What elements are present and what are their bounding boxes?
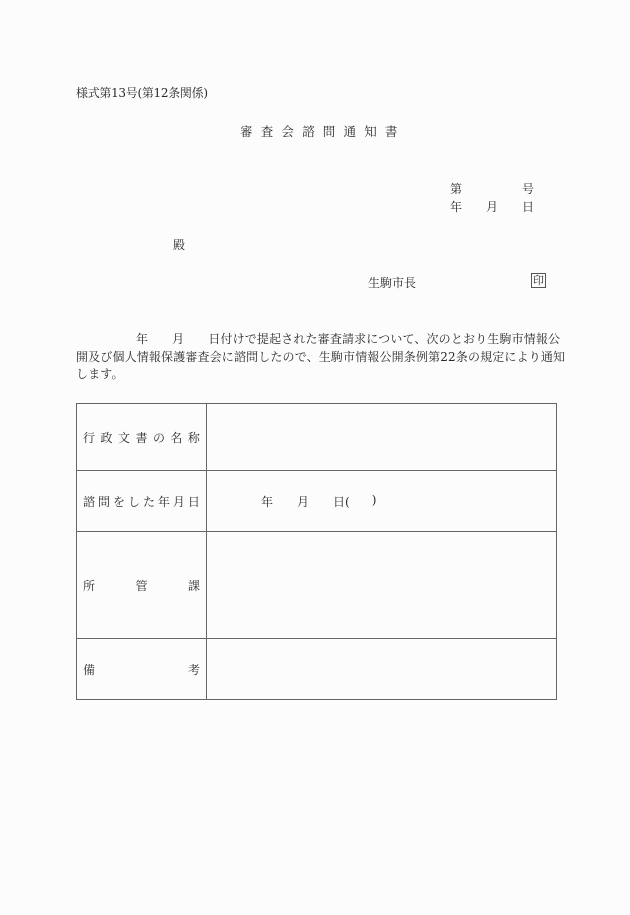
label-char: 名: [170, 430, 183, 445]
body-year: 年: [136, 332, 149, 346]
addressee-suffix: 殿: [173, 238, 186, 252]
body-line-2: 開及び個人情報保護審査会に諮問したので、生駒市情報公開条例第22条の規定により通知: [76, 349, 566, 364]
label-char: 文: [117, 430, 130, 445]
value-document-name[interactable]: [207, 404, 557, 471]
label-remarks: [77, 639, 207, 700]
document-title: 審査会諮問通知書: [240, 124, 406, 139]
issue-date-month: 月: [486, 200, 499, 214]
label-char: 称: [187, 430, 200, 445]
inquiry-date-year: 年: [261, 494, 274, 509]
label-char: 備: [83, 662, 96, 677]
label-char: 諮: [83, 494, 96, 509]
inquiry-date-month: 月: [297, 494, 310, 509]
seal-mark: 印: [533, 274, 544, 287]
label-document-name: [77, 404, 207, 471]
inquiry-details-table: [76, 403, 557, 700]
body-line-1-text: 日付けで提起された審査請求について、次のとおり生駒市情報公: [208, 332, 561, 346]
label-char: し: [127, 494, 140, 509]
issue-date-day: 日: [522, 200, 535, 214]
label-char: た: [142, 494, 155, 509]
label-char: 管: [135, 578, 148, 593]
label-char: 日: [187, 494, 200, 509]
sender-name: 生駒市長: [368, 276, 417, 290]
reference-suffix: 号: [522, 182, 535, 196]
table-row-inquiry-date: [77, 471, 557, 532]
label-char: の: [152, 430, 165, 445]
table-row-department: [77, 532, 557, 639]
value-inquiry-date[interactable]: [207, 471, 557, 532]
label-char: 問: [97, 494, 110, 509]
notice-body: [76, 331, 566, 384]
body-line-3: します。: [76, 367, 124, 381]
label-char: 課: [187, 578, 200, 593]
inquiry-date-day: 日(: [333, 494, 350, 509]
label-inquiry-date: [77, 471, 207, 532]
body-month: 月: [172, 332, 185, 346]
reference-prefix: 第: [450, 182, 463, 196]
label-char: 政: [100, 430, 113, 445]
table-row-document-name: [77, 404, 557, 471]
label-char: を: [112, 494, 125, 509]
body-line-1: [76, 331, 561, 349]
label-char: 書: [135, 430, 148, 445]
table-row-remarks: [77, 639, 557, 700]
label-char: 月: [172, 494, 185, 509]
issue-date-year: 年: [450, 200, 463, 214]
form-number: 様式第13号(第12条関係): [76, 86, 208, 100]
label-char: 年: [157, 494, 170, 509]
label-char: 所: [83, 578, 96, 593]
label-char: 考: [187, 662, 200, 677]
inquiry-date-close-paren: ): [371, 492, 377, 507]
value-department[interactable]: [207, 532, 557, 639]
label-department: [77, 532, 207, 639]
value-remarks[interactable]: [207, 639, 557, 700]
label-char: 行: [83, 430, 96, 445]
